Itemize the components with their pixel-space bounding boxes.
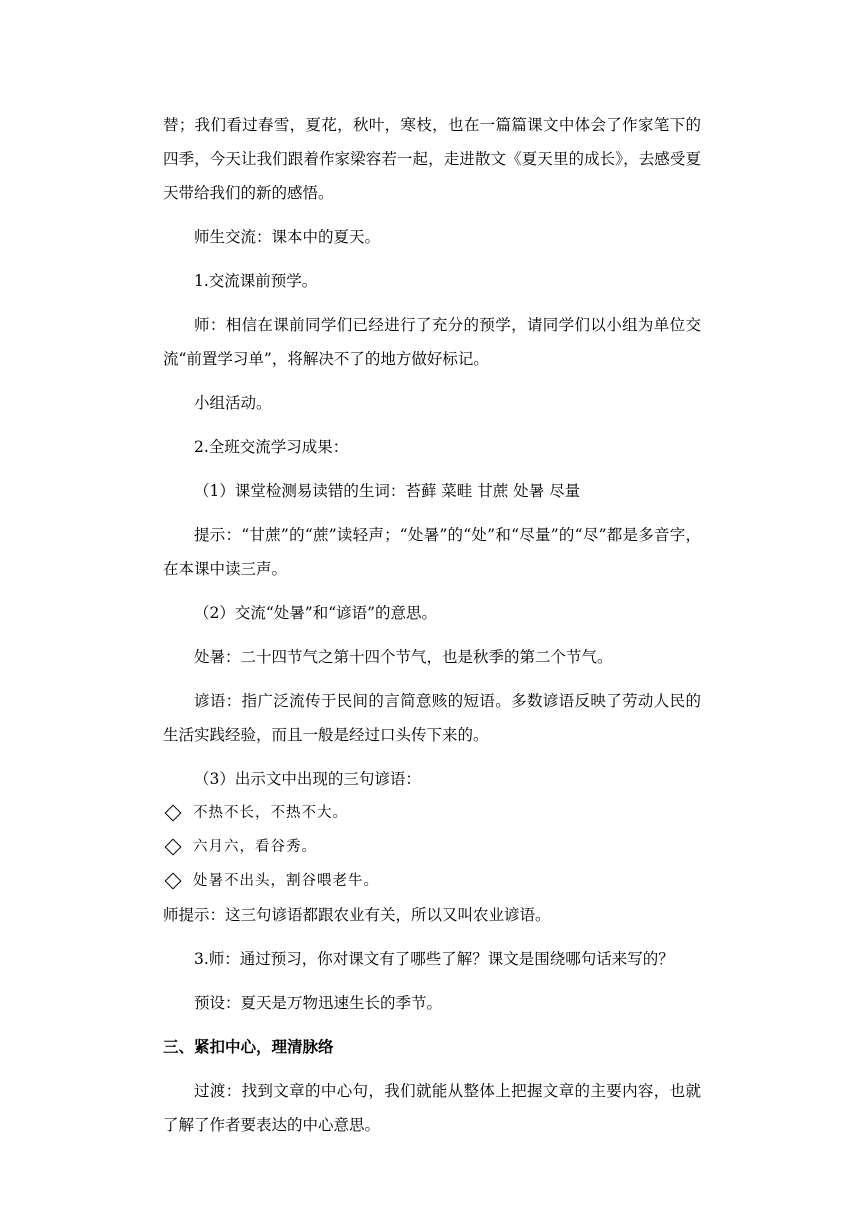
proverb-item [163,830,701,864]
yanyu-paragraph: 谚语：指广泛流传于民间的言简意赅的短语。多数谚语反映了劳动人民的生活实践经验，而且一般是经过口头传下来的。 [163,692,701,744]
proverb-text: 六月六，看谷秀。 [193,839,317,855]
exchange-paragraph: 师生交流：课本中的夏天。 [194,228,381,246]
step2-paragraph: 2.全班交流学习成果： [194,438,349,456]
chushu-paragraph: 处暑：二十四节气之第十四个节气，也是秋季的第二个节气。 [194,648,613,666]
intro-paragraph: 替；我们看过春雪，夏花，秋叶，寒枝，也在一篇篇课文中体会了作家笔下的四季，今天让我们跟着作家梁容若一起，走进散文《夏天里的成长》，去感受夏天带给我们的新的感悟。 [163,116,701,202]
document-body [163,108,701,1152]
item3-paragraph: （3）出示文中出现的三句谚语： [194,770,421,788]
proverb-item [163,864,701,898]
transition-paragraph: 过渡：找到文章的中心句，我们就能从整体上把握文章的主要内容，也就了解了作者要表达的中心意思。 [163,1082,701,1134]
item2-paragraph: （2）交流“处暑”和“谚语”的意思。 [194,604,438,622]
diamond-icon [165,839,182,856]
proverb-text: 不热不长，不热不大。 [193,805,348,821]
step3-paragraph: 3.师：通过预习，你对课文有了哪些了解？课文是围绕哪句话来写的？ [194,950,674,968]
preset-paragraph: 预设：夏天是万物迅速生长的季节。 [194,994,443,1012]
proverb-item [163,796,701,830]
tip1-paragraph: 提示：“甘蔗”的“蔗”读轻声；“处暑”的“处”和“尽量”的“尽”都是多音字，在本课中读三声。 [163,526,701,578]
teacher1-paragraph: 师：相信在课前同学们已经进行了充分的预学，请同学们以小组为单位交流“前置学习单”，将解决不了的地方做好标记。 [163,316,701,368]
proverb-text: 处暑不出头，割谷喂老牛。 [193,873,379,889]
group-paragraph: 小组活动。 [194,394,272,412]
section-heading: 三、紧扣中心，理清脉络 [163,1038,334,1056]
item1-paragraph: （1）课堂检测易读错的生词：苔藓 菜畦 甘蔗 处暑 尽量 [194,482,581,500]
diamond-icon [165,805,182,822]
diamond-icon [165,873,182,890]
step1-paragraph: 1.交流课前预学。 [194,272,318,290]
tip2-paragraph: 师提示：这三句谚语都跟农业有关，所以又叫农业谚语。 [163,906,551,924]
